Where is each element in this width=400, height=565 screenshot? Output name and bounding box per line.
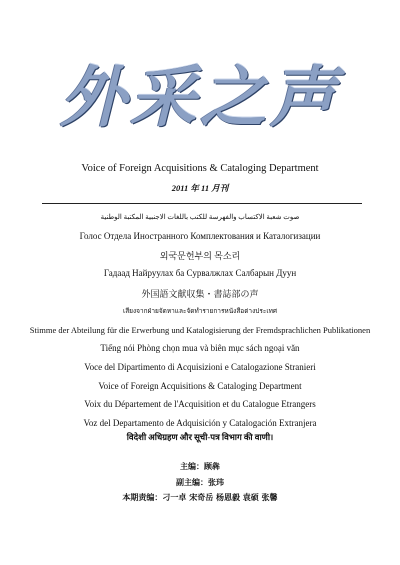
lang-line-french: Voix du Département de l'Acquisition et du Catalogue Etrangers — [84, 399, 316, 409]
lang-line-japanese: 外国語文献収集・書誌部の声 — [141, 289, 259, 299]
lang-line-spanish: Voz del Departamento de Adquisición y Catalogación Extranjera — [83, 418, 317, 428]
lang-line-hindi: विदेशी अधिग्रहण और सूची-पत्र विभाग की वाणी। — [126, 432, 274, 442]
masthead-subtitle: Voice of Foreign Acquisitions & Cataloging Department — [81, 163, 319, 174]
lang-line-arabic: صوت شعبة الاكتساب والفهرسة للكتب باللغات الاجنبية المكتبة الوطنية — [100, 213, 300, 221]
lang-line-korean: 외국문헌부의 목소리 — [159, 251, 241, 261]
lang-line-russian: Голос Отдела Иностранного Комплектования и Каталогизации — [79, 231, 321, 241]
chief-editor: 主编：顾犇 — [180, 462, 220, 471]
lang-line-vietnamese: Tiếng nói Phòng chọn mua và biên mục sách ngoại văn — [100, 343, 300, 353]
deputy-editor: 副主编：张玮 — [176, 478, 224, 487]
lang-line-english: Voice of Foreign Acquisitions & Cataloging Department — [98, 381, 302, 391]
lang-line-mongolian: Гадаад Найруулах ба Сурвалжлах Салбарын Дуун — [103, 268, 297, 278]
lang-line-german: Stimme der Abteilung für die Erwerbung und Katalogisierung der Fremdsprachlichen Publikationen — [29, 325, 371, 335]
issue-date: 2011 年 11 月刊 — [171, 183, 229, 193]
issue-editors: 本期责编：刁一卓 宋奇岳 杨恩毅 袁硕 张馨 — [122, 493, 278, 502]
lang-line-italian: Voce del Dipartimento di Acquisizioni e Catalogazione Stranieri — [84, 362, 316, 372]
divider-rule — [42, 203, 362, 204]
lang-line-thai: เสียงจากฝ่ายจัดหาและจัดทำรายการหนังสือต่างประเทศ — [122, 308, 277, 315]
masthead-logo: 外采之声 — [60, 58, 340, 136]
